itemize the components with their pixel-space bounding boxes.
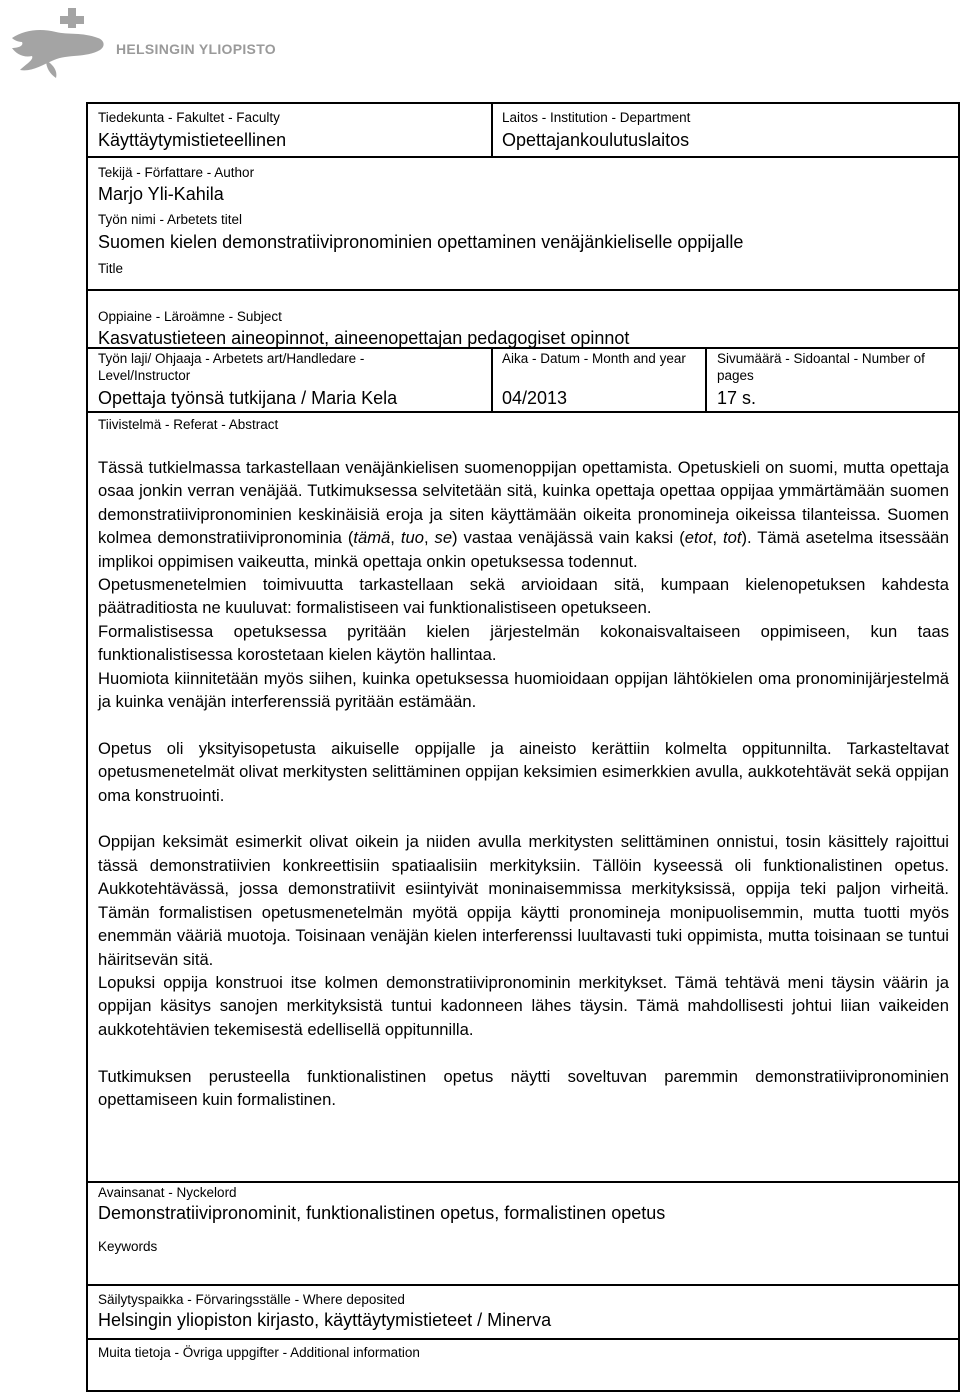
abstract-paragraph: Lopuksi oppija konstruoi itse kolmen demonstratiivipronominin merkitykset. Tämä tehtävä meni täysin väärin ja oppijan käsitys sanojen merkityksistä tuntui kadonneen lähes täysin. Tämä mahdollisesti johtui liian vaikeiden aukkotehtävien tekemisestä edellisellä oppitunnilla.	[98, 972, 949, 1039]
faculty-value: Käyttäytymistieteellinen	[98, 130, 287, 150]
subject-label: Oppiaine - Läroämne - Subject	[98, 309, 282, 324]
title-label: Title	[98, 261, 124, 276]
divider	[88, 289, 958, 291]
abstract-paragraph: Tutkimuksen perusteella funktionalistinen opetus näytti soveltuvan paremmin demonstratiivipronominien opettamiseen kuin formalistinen.	[98, 1066, 949, 1109]
divider	[88, 411, 958, 413]
keywords-en-label: Keywords	[98, 1239, 158, 1254]
author-value: Marjo Yli-Kahila	[98, 184, 224, 204]
abstract-paragraph: Tässä tutkielmassa tarkastellaan venäjänkielisen suomenoppijan opettamista. Opetuskieli on suomi, mutta opettaja osaa jonkin verran venäjää. Tutkimuksessa selvitetään sitä, kuinka opettaja opettaa oppijaa ymmärtämään suomen demonstratiivipronominien keskinäisiä eroja ja siten käyttämään oikeita pronomineja oikeissa tilanteissa. Suomen kolmea demonstratiivipronominia (tämä, tuo, se) vastaa venäjässä vain kaksi (etot, tot). Tämä asetelma itsessään implikoi oppimisen vaikeutta, minkä opettaja onkin opetuksessa todennut.	[98, 458, 949, 571]
abstract-paragraph: Huomiota kiinnitetään myös siihen, kuinka opetuksessa huomioidaan oppijan lähtökielen oma pronominijärjestelmä ja kuinka venäjän interferenssiä pyritään estämään.	[98, 668, 949, 712]
department-value: Opettajankoulutuslaitos	[502, 130, 690, 150]
abstract-paragraph: Opetusmenetelmien toimivuutta tarkastellaan sekä arvioidaan sitä, kumpaan kielenopetuksen kahdesta päätraditiosta ne kuuluvat: formalistiseen vai funktionalistiseen opetukseen.	[98, 575, 949, 618]
work-title-value: Suomen kielen demonstratiivipronominien opettaminen venäjänkieliselle oppijalle	[98, 232, 744, 252]
department-label: Laitos - Institution - Department	[502, 110, 691, 125]
university-logo	[6, 2, 276, 92]
helsinki-university-emblem-icon	[6, 2, 116, 82]
column-divider	[705, 347, 707, 411]
divider	[88, 156, 958, 158]
deposit-label: Säilytyspaikka - Förvaringsställe - Where deposited	[98, 1292, 405, 1307]
level-label: Työn laji/ Ohjaaja - Arbetets art/Handledare - Level/Instructor	[98, 351, 365, 383]
deposit-value: Helsingin yliopiston kirjasto, käyttäytymistieteet / Minerva	[98, 1310, 552, 1330]
divider	[88, 1181, 958, 1183]
keywords-value: Demonstratiivipronominit, funktionalistinen opetus, formalistinen opetus	[98, 1203, 666, 1223]
abstract-form	[86, 102, 960, 1392]
abstract-body	[98, 456, 949, 1111]
abstract-paragraph: Opetus oli yksityisopetusta aikuiselle oppijalle ja aineisto kerättiin kolmelta oppitunnilta. Tarkasteltavat opetusmenetelmät olivat merkitysten selittäminen oppijan keksimien esimerkkien avulla, aukkotehtävät sekä oppijan oma konstruointi.	[98, 738, 949, 805]
keywords-label: Avainsanat - Nyckelord	[98, 1185, 237, 1200]
divider	[88, 1338, 958, 1340]
abstract-label: Tiivistelmä - Referat - Abstract	[98, 417, 279, 432]
abstract-paragraph: Formalistisessa opetuksessa pyritään kielen järjestelmän kokonaisvaltaiseen oppimiseen, kun taas funktionalistisessa korostetaan kielen käytön hallintaa.	[98, 621, 949, 665]
column-divider	[491, 104, 493, 156]
pages-label: Sivumäärä - Sidoantal - Number of pages	[717, 351, 925, 383]
logo-text: HELSINGIN YLIOPISTO	[116, 41, 276, 57]
faculty-label: Tiedekunta - Fakultet - Faculty	[98, 110, 280, 125]
pages-value: 17 s.	[717, 388, 757, 408]
date-label: Aika - Datum - Month and year	[502, 351, 686, 366]
subject-value: Kasvatustieteen aineopinnot, aineenopettajan pedagogiset opinnot	[98, 328, 630, 348]
work-title-label: Työn nimi - Arbetets titel	[98, 212, 243, 227]
column-divider	[491, 347, 493, 411]
divider	[88, 1284, 958, 1286]
author-label: Tekijä - Författare - Author	[98, 165, 255, 180]
additional-info-label: Muita tietoja - Övriga uppgifter - Additional information	[98, 1345, 420, 1360]
level-value: Opettaja työnsä tutkijana / Maria Kela	[98, 388, 398, 408]
date-value: 04/2013	[502, 388, 568, 408]
divider	[88, 347, 958, 349]
abstract-paragraph: Oppijan keksimät esimerkit olivat oikein ja niiden avulla merkitysten selittäminen onnistui, tosin käsittely rajoittui tässä demonstratiivien konkreettisiin spatiaalisiin merkityksiin. Tällöin kyseessä oli funktionalistinen opetus. Aukkotehtävässä, jossa demonstratiivit esiintyivät moninaisemmissa merkityksissä, oppija teki paljon virheitä. Tämän formalistisen opetusmenetelmän myötä oppija käytti pronomineja monipuolisemmin, mutta tuotti myös enemmän vääriä muotoja. Toisinaan venäjän kielen interferenssi luultavasti tuki oppimista, mutta toisinaan se tuntui häiritsevän sitä.	[98, 832, 949, 969]
